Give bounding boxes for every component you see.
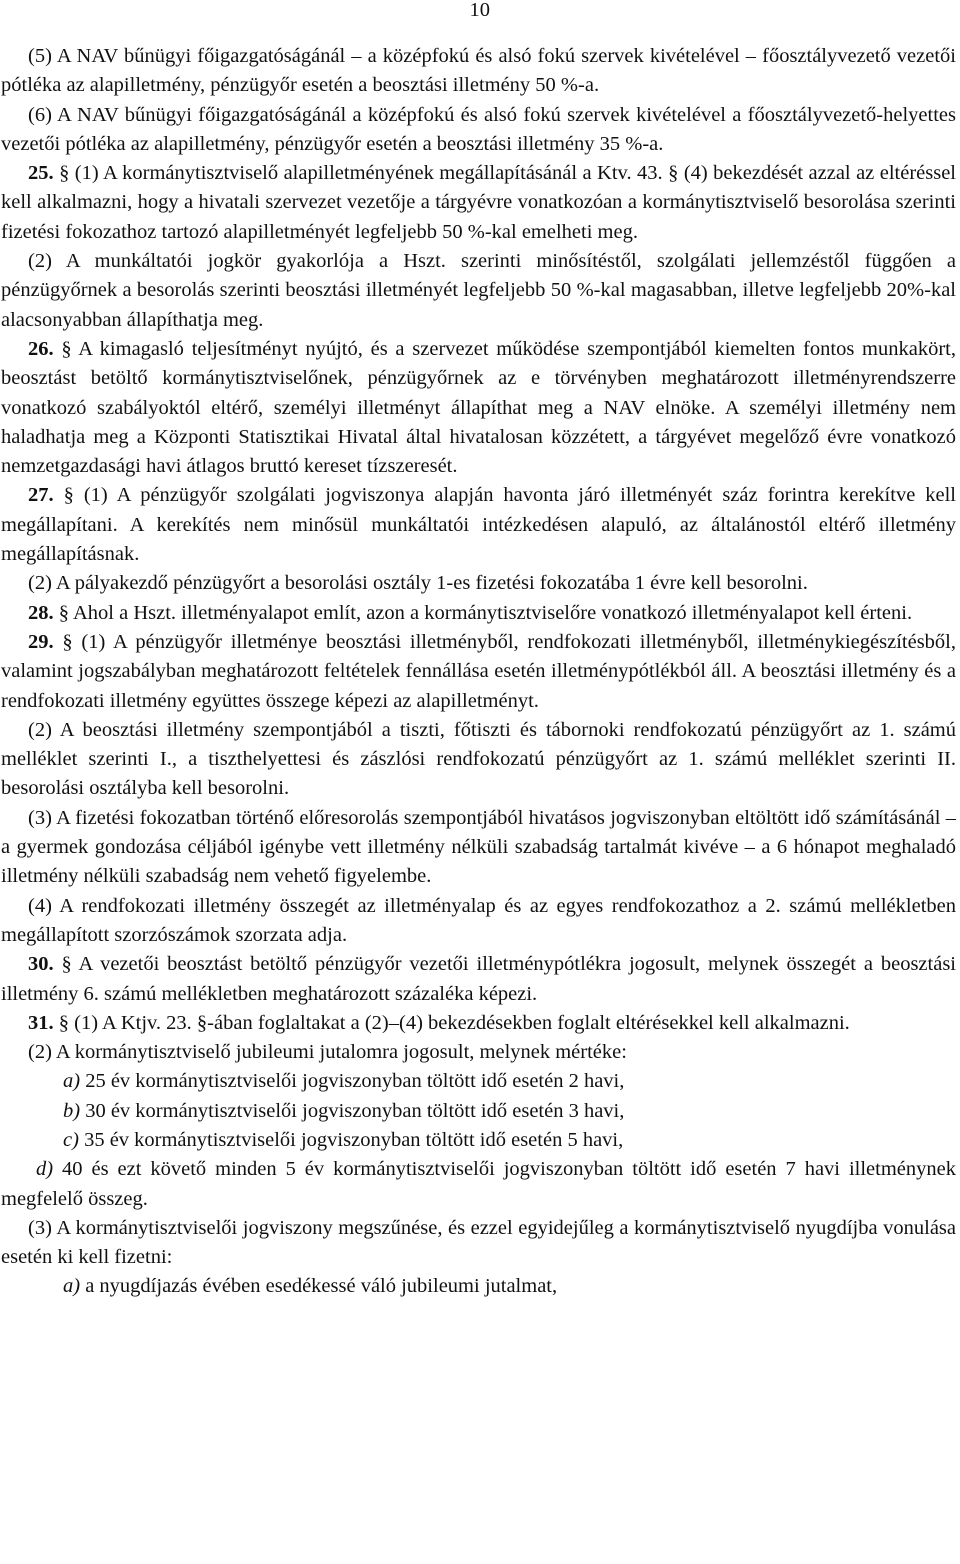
paragraph: (2) A munkáltatói jogkör gyakorlója a Hszt. szerinti minősítéstől, szolgálati jellemzéstől függően a pénzügyőrnek a besorolás szerinti beosztási illetményét legfeljebb 50 %-kal magasabban, illetve legfeljebb 20%-kal alacsonyabban állapíthatja meg. (1, 250, 956, 331)
list-item: c) 35 év kormánytisztviselői jogviszonyban töltött idő esetén 5 havi, (63, 1128, 624, 1151)
list-item: b) 30 év kormánytisztviselői jogviszonyban töltött idő esetén 3 havi, (63, 1099, 625, 1122)
section-number: 25. (28, 162, 54, 185)
paragraph: (6) A NAV bűnügyi főigazgatóságánál a középfokú és alsó fokú szervek kivételével a főosztályvezető-helyettes vezetői pótléka az alapilletmény, pénzügyőr esetén a beosztási illetmény 35 %-a. (1, 103, 956, 155)
paragraph: (3) A kormánytisztviselői jogviszony megszűnése, és ezzel egyidejűleg a kormánytisztviselő nyugdíjba vonulása esetén ki kell fizetni: (1, 1216, 956, 1269)
section-number: 26. (28, 337, 54, 360)
paragraph: (2) A pályakezdő pénzügyőrt a besorolási osztály 1-es fizetési fokozatába 1 évre kell besorolni. (28, 572, 808, 595)
section-number: 31. (28, 1011, 54, 1034)
section-number: 27. (28, 484, 54, 507)
list-item: a) 25 év kormánytisztviselői jogviszonyban töltött idő esetén 2 havi, (63, 1070, 625, 1093)
section-31: 31. § (1) A Ktjv. 23. §-ában foglaltakat a (2)–(4) bekezdésekben foglalt eltérésekkel kell alkalmazni. (28, 1011, 850, 1034)
document-body (1, 42, 956, 1302)
section-25: 25. § (1) A kormánytisztviselő alapilletményének megállapításánál a Ktv. 43. § (4) bekezdését azzal az eltéréssel kell alkalmazni, hogy a hivatali szervezet vezetője a tárgyévre vonatkozóan a kormánytisztviselő besorolása szerinti fizetési fokozathoz tartozó alapilletményét legfeljebb 50 %-kal emelheti meg. (1, 162, 956, 243)
section-29: 29. § (1) A pénzügyőr illetménye beosztási illetményből, rendfokozati illetményből, illetménykiegészítésből, valamint jogszabályban meghatározott feltételek fennállása esetén illetménypótlékból áll. A beosztási illetmény és a rendfokozati illetmény együttes összege képezi az alapilletményt. (1, 630, 956, 712)
section-number: 29. (28, 630, 54, 653)
paragraph: (5) A NAV bűnügyi főigazgatóságánál – a középfokú és alsó fokú szervek kivételével – főosztályvezető vezetői pótléka az alapilletmény, pénzügyőr esetén a beosztási illetmény 50 %-a. (1, 45, 956, 97)
section-30: 30. § A vezetői beosztást betöltő pénzügyőr vezetői illetménypótlékra jogosult, melynek összegét a beosztási illetmény 6. számú mellékletben meghatározott százaléka képezi. (1, 953, 956, 1005)
paragraph: (4) A rendfokozati illetmény összegét az illetményalap és az egyes rendfokozathoz a 2. számú mellékletben megállapított szorzószámok szorzata adja. (1, 894, 956, 946)
page-number: 10 (469, 0, 490, 21)
paragraph: (2) A beosztási illetmény szempontjából a tiszti, főtiszti és tábornoki rendfokozatú pénzügyőrt az 1. számú melléklet szerinti I., a tiszthelyettesi és zászlósi rendfokozatú pénzügyőrt az 1. számú melléklet szerinti II. besorolási osztályba kell besorolni. (1, 718, 956, 800)
section-number: 28. (28, 601, 54, 624)
section-26: 26. § A kimagasló teljesítményt nyújtó, és a szervezet működése szempontjából kiemelten fontos munkakört, beosztást betöltő kormánytisztviselőnek, pénzügyőrnek az e törvényben meghatározott illetményrendszerre vonatkozó szabályoktól eltérő, személyi illetményt állapíthat meg a NAV elnöke. A személyi illetmény nem haladhatja meg a Központi Statisztikai Hivatal által hivatalosan közzétett, a tárgyévet megelőző évre vonatkozó nemzetgazdasági havi átlagos bruttó kereset tízszeresét. (1, 337, 956, 478)
section-27: 27. § (1) A pénzügyőr szolgálati jogviszonya alapján havonta járó illetményét száz forintra kerekítve kell megállapítani. A kerekítés nem minősül munkáltatói intézkedésen alapuló, az általánostól eltérő illetmény megállapításnak. (1, 484, 956, 566)
section-28: 28. § Ahol a Hszt. illetményalapot említ, azon a kormánytisztviselőre vonatkozó illetményalapot kell érteni. (28, 601, 913, 624)
list-item: a) a nyugdíjazás évében esedékessé váló jubileumi jutalmat, (63, 1275, 558, 1298)
list-item: d) 40 és ezt követő minden 5 év kormánytisztviselői jogviszonyban töltött idő esetén 7 havi illetménynek megfelelő összeg. (1, 1158, 956, 1210)
section-number: 30. (28, 953, 54, 976)
paragraph: (2) A kormánytisztviselő jubileumi jutalomra jogosult, melynek mértéke: (28, 1041, 627, 1064)
paragraph: (3) A fizetési fokozatban történő előresorolás szempontjából hivatásos jogviszonyban eltöltött idő számításánál – a gyermek gondozása céljából igénybe vett illetmény nélküli szabadság tartalmát kivéve – a 6 hónapot meghaladó illetmény nélküli szabadság nem vehető figyelembe. (1, 806, 956, 888)
